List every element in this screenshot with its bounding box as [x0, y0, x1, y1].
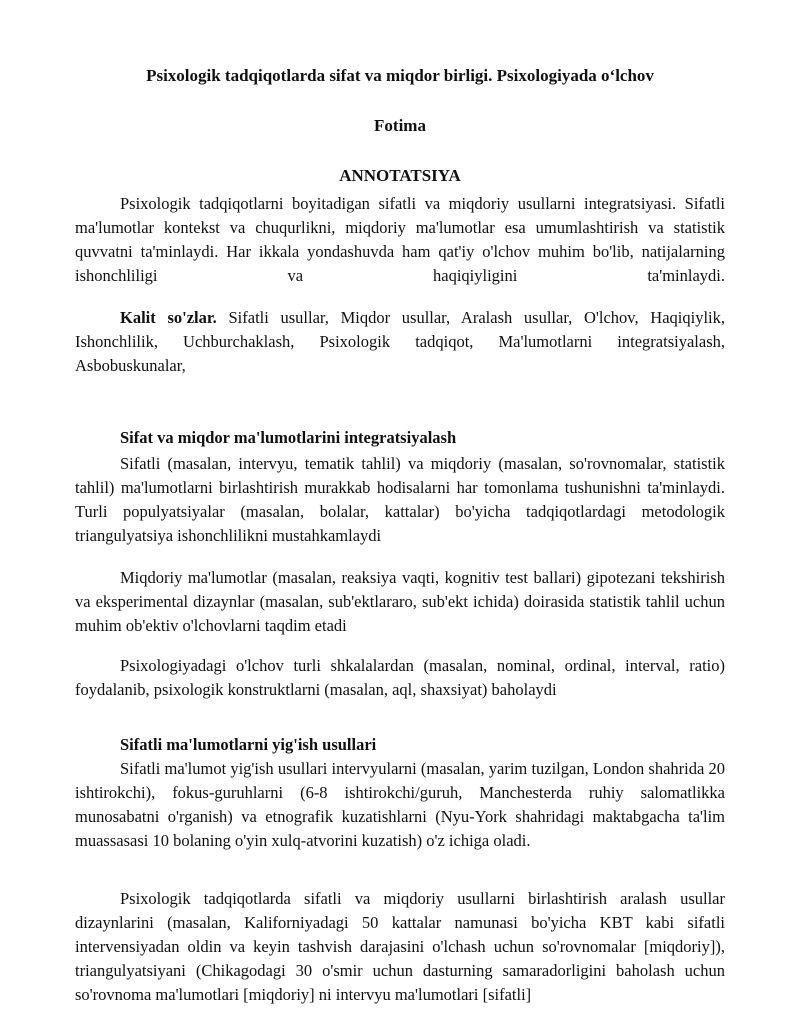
- paragraph-integration-2: Miqdoriy ma'lumotlar (masalan, reaksiya vaqti, kognitiv test ballari) gipotezani tekshirish va eksperimental dizaynlar (masalan, sub'ektlararo, sub'ekt ichida) doirasida statistik tahlil uchun muhim ob'ektiv o'lchovlarni taqdim etadi: [75, 568, 725, 635]
- keywords-paragraph: [75, 306, 725, 378]
- section-heading-qualitative-methods: Sifatli ma'lumotlarni yig'ish usullari: [120, 735, 377, 754]
- document-title: Psixologik tadqiqotlarda sifat va miqdor birligi. Psixologiyada o‘lchov: [146, 66, 654, 85]
- paragraph-qualitative-2: Psixologik tadqiqotlarda sifatli va miqdoriy usullarni birlashtirish aralash usullar dizaynlarini (masalan, Kaliforniyadagi 50 kattalar namunasi bo'yicha KBT kabi sifatli intervensiyadan oldin va keyin tashvish darajasini o'lchash uchun so'rovnomalar [miqdoriy]), triangulyatsiyani (Chikagodagi 30 o'smir uchun dasturning samaradorligini baholash uchun so'rovnoma ma'lumotlari [miqdoriy] ni intervyu ma'lumotlari [sifatli]: [75, 889, 725, 1004]
- abstract-paragraph: Psixologik tadqiqotlarni boyitadigan sifatli va miqdoriy usullarni integratsiyasi. Sifatli ma'lumotlar kontekst va chuqurlikni, miqdoriy ma'lumotlar esa umumlashtirish va statistik quvvatni ta'minlaydi. Har ikkala yondashuvda ham qat'iy o'lchov muhim bo'lib, natijalarning ishonchliligi va haqiqiyligini ta'minlaydi.: [75, 194, 725, 285]
- paragraph-qualitative-1: Sifatli ma'lumot yig'ish usullari intervyularni (masalan, yarim tuzilgan, London shahrida 20 ishtirokchi), fokus-guruhlarni (6-8 ishtirokchi/guruh, Manchesterda ruhiy salomatlikka munosabatni o'rganish) va etnografik kuzatishlarni (Nyu-York shahridagi maktabgacha ta'lim muassasasi 10 bolaning o'yin xulq-atvorini kuzatish) o'z ichiga oladi.: [75, 759, 725, 850]
- abstract-heading: ANNOTATSIYA: [339, 166, 461, 185]
- paragraph-integration-3: Psixologiyadagi o'lchov turli shkalalardan (masalan, nominal, ordinal, interval, ratio) foydalanib, psixologik konstruktlarni (masalan, aql, shaxsiyat) baholaydi: [75, 656, 725, 699]
- keywords-label: Kalit so'zlar.: [120, 308, 217, 327]
- section-heading-integration: Sifat va miqdor ma'lumotlarini integratsiyalash: [120, 428, 457, 447]
- author-name: Fotima: [374, 116, 426, 135]
- keywords-list: Sifatli usullar, Miqdor usullar, Aralash usullar, O'lchov, Haqiqiylik, Ishonchlilik, Uchburchaklash, Psixologik tadqiqot, Ma'lumotlarni integratsiyalash, Asbobuskunalar,: [75, 308, 725, 375]
- paragraph-integration-1: Sifatli (masalan, intervyu, tematik tahlil) va miqdoriy (masalan, so'rovnomalar, statistik tahlil) ma'lumotlarni birlashtirish murakkab hodisalarni har tomonlama tushunishni ta'minlaydi. Turli populyatsiyalar (masalan, bolalar, kattalar) bo'yicha tadqiqotlardagi metodologik triangulyatsiya ishonchlilikni mustahkamlaydi: [75, 454, 725, 545]
